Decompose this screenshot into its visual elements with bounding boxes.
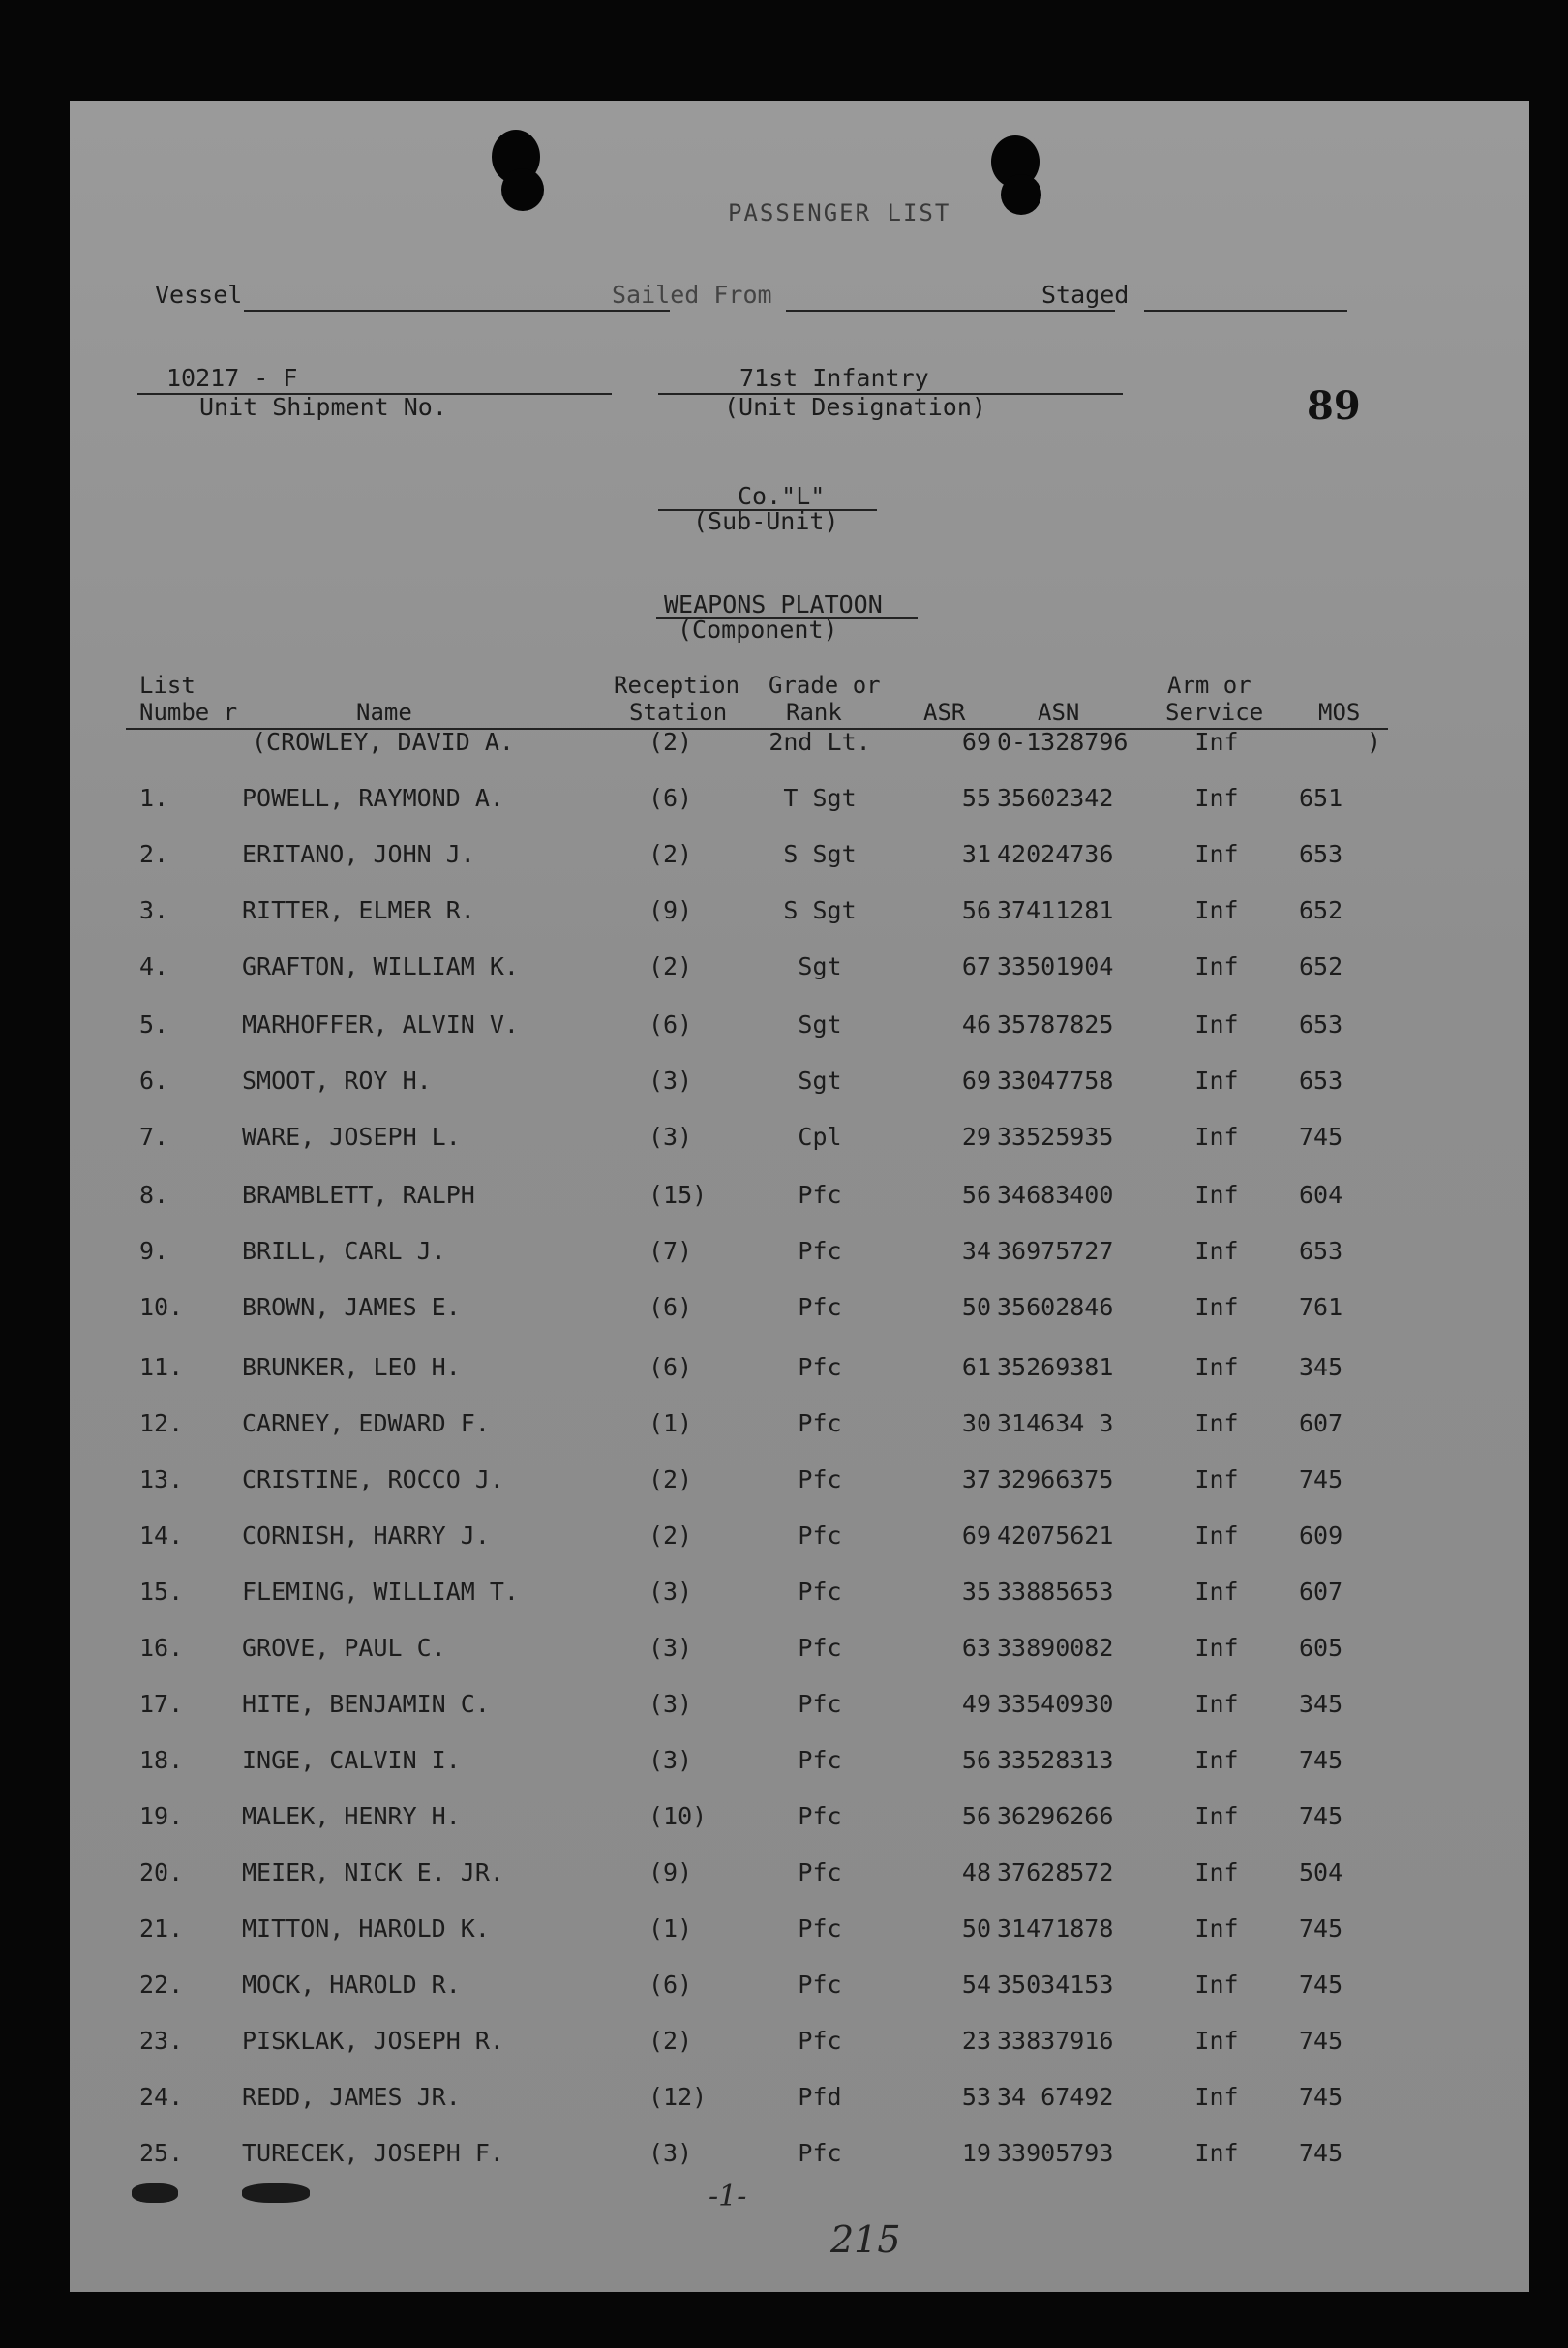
- passenger-name: MEIER, NICK E. JR.: [242, 1858, 504, 1886]
- passenger-name: BRUNKER, LEO H.: [242, 1353, 461, 1381]
- grade-rank: Pfc: [798, 1353, 842, 1381]
- reception-station: (9): [648, 1858, 693, 1886]
- grade-rank: Sgt: [798, 952, 842, 980]
- grade-rank: Pfc: [798, 1293, 842, 1321]
- header-arm-line2: Service: [1165, 699, 1264, 726]
- header-list-number-line1: List: [139, 672, 196, 699]
- arm-service: Inf: [1194, 1293, 1239, 1321]
- army-serial-number: 35602342: [997, 784, 1114, 812]
- reception-station: (3): [648, 1578, 693, 1606]
- mos-code: 745: [1299, 1914, 1343, 1942]
- arm-service: Inf: [1194, 1858, 1239, 1886]
- passenger-name: GRAFTON, WILLIAM K.: [242, 952, 519, 980]
- staged-underline: [1144, 310, 1347, 312]
- passenger-name: FLEMING, WILLIAM T.: [242, 1578, 519, 1606]
- army-serial-number: 35269381: [997, 1353, 1114, 1381]
- asr-score: 53: [961, 2083, 991, 2111]
- mos-code: 745: [1299, 2083, 1343, 2111]
- grade-rank: Pfc: [798, 1409, 842, 1437]
- grade-rank: Pfc: [798, 1521, 842, 1550]
- footer-page-indicator: -1-: [709, 2180, 747, 2213]
- grade-rank: Pfc: [798, 2139, 842, 2167]
- grade-rank: Pfc: [798, 1914, 842, 1942]
- arm-service: Inf: [1194, 1181, 1239, 1209]
- arm-service: Inf: [1194, 1914, 1239, 1942]
- army-serial-number: 31471878: [997, 1914, 1114, 1942]
- army-serial-number: 314634 3: [997, 1409, 1114, 1437]
- grade-rank: Pfc: [798, 2027, 842, 2055]
- army-serial-number: 33525935: [997, 1123, 1114, 1151]
- sailed-from-label: Sailed From: [612, 281, 772, 309]
- mos-code: 609: [1299, 1521, 1343, 1550]
- army-serial-number: 42024736: [997, 840, 1114, 868]
- asr-score: 56: [961, 1802, 991, 1830]
- army-serial-number: 33528313: [997, 1746, 1114, 1774]
- table-row: [70, 2083, 1529, 2122]
- passenger-name: RITTER, ELMER R.: [242, 896, 475, 924]
- row-number: 3.: [139, 896, 169, 924]
- reception-station: (6): [648, 1293, 693, 1321]
- grade-rank: Pfc: [798, 1690, 842, 1718]
- asr-score: 34: [961, 1237, 991, 1265]
- punch-hole-left-lower: [501, 168, 544, 211]
- row-number: 21.: [139, 1914, 184, 1942]
- passenger-name: MITTON, HAROLD K.: [242, 1914, 490, 1942]
- reception-station: (9): [648, 896, 693, 924]
- struck-name-mark: [242, 2183, 310, 2203]
- unit-designation-label: (Unit Designation): [724, 393, 986, 421]
- army-serial-number: 35034153: [997, 1971, 1114, 1999]
- asr-score: 19: [961, 2139, 991, 2167]
- army-serial-number: 33905793: [997, 2139, 1114, 2167]
- mos-code: 607: [1299, 1409, 1343, 1437]
- table-row: [70, 784, 1529, 823]
- army-serial-number: 33890082: [997, 1634, 1114, 1662]
- arm-service: Inf: [1194, 1690, 1239, 1718]
- army-serial-number: 36975727: [997, 1237, 1114, 1265]
- mos-code: 504: [1299, 1858, 1343, 1886]
- mos-code: 345: [1299, 1353, 1343, 1381]
- row-number: 4.: [139, 952, 169, 980]
- row-number: 5.: [139, 1010, 169, 1039]
- army-serial-number: 37628572: [997, 1858, 1114, 1886]
- row-number: 10.: [139, 1293, 184, 1321]
- asr-score: 29: [961, 1123, 991, 1151]
- asr-score: 56: [961, 1181, 991, 1209]
- passenger-name: POWELL, RAYMOND A.: [242, 784, 504, 812]
- passenger-name: SMOOT, ROY H.: [242, 1067, 432, 1095]
- row-number: 13.: [139, 1465, 184, 1493]
- asr-score: 69: [961, 1521, 991, 1550]
- mos-code: 653: [1299, 1237, 1343, 1265]
- row-number: 16.: [139, 1634, 184, 1662]
- arm-service: Inf: [1194, 1409, 1239, 1437]
- asr-score: 54: [961, 1971, 991, 1999]
- header-grade-line1: Grade or: [769, 672, 881, 699]
- army-serial-number: 42075621: [997, 1521, 1114, 1550]
- arm-service: Inf: [1194, 784, 1239, 812]
- arm-service: Inf: [1194, 1465, 1239, 1493]
- reception-station: (2): [648, 1465, 693, 1493]
- army-serial-number: 33837916: [997, 2027, 1114, 2055]
- mos-code: 653: [1299, 840, 1343, 868]
- army-serial-number: 33501904: [997, 952, 1114, 980]
- grade-rank: Pfc: [798, 1858, 842, 1886]
- army-serial-number: 33885653: [997, 1578, 1114, 1606]
- header-grade-line2: Rank: [786, 699, 842, 726]
- grade-rank: Pfc: [798, 1971, 842, 1999]
- grade-rank: Pfd: [798, 2083, 842, 2111]
- passenger-name: HITE, BENJAMIN C.: [242, 1690, 490, 1718]
- arm-service: Inf: [1194, 952, 1239, 980]
- row-number: 22.: [139, 1971, 184, 1999]
- reception-station: (3): [648, 1123, 693, 1151]
- asr-score: 30: [961, 1409, 991, 1437]
- mos-code: 745: [1299, 1802, 1343, 1830]
- passenger-name: REDD, JAMES JR.: [242, 2083, 461, 2111]
- passenger-name: WARE, JOSEPH L.: [242, 1123, 461, 1151]
- asr-score: 50: [961, 1293, 991, 1321]
- table-row: [70, 1578, 1529, 1616]
- row-number: 7.: [139, 1123, 169, 1151]
- table-row: [70, 1409, 1529, 1448]
- reception-station: (2): [648, 1521, 693, 1550]
- officer-rank: 2nd Lt.: [769, 728, 871, 756]
- army-serial-number: 37411281: [997, 896, 1114, 924]
- reception-station: (6): [648, 784, 693, 812]
- row-number: 23.: [139, 2027, 184, 2055]
- reception-station: (7): [648, 1237, 693, 1265]
- grade-rank: T Sgt: [783, 784, 857, 812]
- army-serial-number: 35787825: [997, 1010, 1114, 1039]
- handwritten-note: 215: [830, 2218, 901, 2261]
- arm-service: Inf: [1194, 1746, 1239, 1774]
- table-row: [70, 840, 1529, 879]
- sub-unit-label: (Sub-Unit): [693, 507, 839, 535]
- passenger-name: BRILL, CARL J.: [242, 1237, 446, 1265]
- asr-score: 56: [961, 1746, 991, 1774]
- table-row: [70, 1181, 1529, 1219]
- row-number: 8.: [139, 1181, 169, 1209]
- sailed-from-underline: [786, 310, 1115, 312]
- table-row: [70, 1746, 1529, 1785]
- staged-label: Staged: [1041, 281, 1130, 309]
- passenger-name: CRISTINE, ROCCO J.: [242, 1465, 504, 1493]
- row-number: 25.: [139, 2139, 184, 2167]
- army-serial-number: 34 67492: [997, 2083, 1114, 2111]
- grade-rank: Pfc: [798, 1802, 842, 1830]
- mos-code: 745: [1299, 1971, 1343, 1999]
- arm-service: Inf: [1194, 1010, 1239, 1039]
- passenger-name: BROWN, JAMES E.: [242, 1293, 461, 1321]
- army-serial-number: 35602846: [997, 1293, 1114, 1321]
- arm-service: Inf: [1194, 1802, 1239, 1830]
- arm-service: Inf: [1194, 2083, 1239, 2111]
- officer-arm: Inf: [1194, 728, 1239, 756]
- army-serial-number: 34683400: [997, 1181, 1114, 1209]
- asr-score: 46: [961, 1010, 991, 1039]
- reception-station: (3): [648, 2139, 693, 2167]
- table-row: [70, 1802, 1529, 1841]
- arm-service: Inf: [1194, 1634, 1239, 1662]
- document-title: PASSENGER LIST: [728, 199, 951, 226]
- grade-rank: Pfc: [798, 1634, 842, 1662]
- mos-code: 652: [1299, 896, 1343, 924]
- grade-rank: Cpl: [798, 1123, 842, 1151]
- passenger-name: CORNISH, HARRY J.: [242, 1521, 490, 1550]
- asr-score: 35: [961, 1578, 991, 1606]
- vessel-label: Vessel: [155, 281, 243, 309]
- mos-code: 604: [1299, 1181, 1343, 1209]
- header-reception-line2: Station: [629, 699, 728, 726]
- officer-row: [70, 728, 1529, 767]
- header-arm-line1: Arm or: [1167, 672, 1251, 699]
- table-row: [70, 952, 1529, 991]
- table-row: [70, 1010, 1529, 1049]
- passenger-name: INGE, CALVIN I.: [242, 1746, 461, 1774]
- header-list-number-line2: Numbe r: [139, 699, 238, 726]
- table-row: [70, 1067, 1529, 1105]
- passenger-name: CARNEY, EDWARD F.: [242, 1409, 490, 1437]
- table-row: [70, 1634, 1529, 1672]
- row-number: 1.: [139, 784, 169, 812]
- asr-score: 49: [961, 1690, 991, 1718]
- asr-score: 69: [961, 1067, 991, 1095]
- army-serial-number: 32966375: [997, 1465, 1114, 1493]
- arm-service: Inf: [1194, 1067, 1239, 1095]
- row-number: 12.: [139, 1409, 184, 1437]
- table-row: [70, 1353, 1529, 1392]
- table-row: [70, 1465, 1529, 1504]
- mos-code: 345: [1299, 1690, 1343, 1718]
- arm-service: Inf: [1194, 1123, 1239, 1151]
- table-row: [70, 1690, 1529, 1729]
- reception-station: (10): [648, 1802, 708, 1830]
- row-number: 14.: [139, 1521, 184, 1550]
- army-serial-number: 33047758: [997, 1067, 1114, 1095]
- table-row: [70, 1858, 1529, 1897]
- asr-score: 50: [961, 1914, 991, 1942]
- reception-station: (12): [648, 2083, 708, 2111]
- officer-station: (2): [648, 728, 693, 756]
- mos-code: 745: [1299, 2139, 1343, 2167]
- grade-rank: Sgt: [798, 1010, 842, 1039]
- table-row: [70, 2139, 1529, 2178]
- reception-station: (15): [648, 1181, 708, 1209]
- mos-code: 745: [1299, 1123, 1343, 1151]
- punch-hole-right-lower: [1001, 174, 1041, 215]
- row-number: 19.: [139, 1802, 184, 1830]
- passenger-name: MOCK, HAROLD R.: [242, 1971, 461, 1999]
- arm-service: Inf: [1194, 1971, 1239, 1999]
- asr-score: 23: [961, 2027, 991, 2055]
- table-row: [70, 896, 1529, 935]
- table-row: [70, 1971, 1529, 2009]
- arm-service: Inf: [1194, 2139, 1239, 2167]
- grade-rank: S Sgt: [783, 896, 857, 924]
- passenger-name: MALEK, HENRY H.: [242, 1802, 461, 1830]
- asr-score: 31: [961, 840, 991, 868]
- mos-code: 745: [1299, 2027, 1343, 2055]
- header-reception-line1: Reception: [614, 672, 740, 699]
- header-asr: ASR: [923, 699, 966, 726]
- table-row: [70, 1293, 1529, 1332]
- asr-score: 48: [961, 1858, 991, 1886]
- arm-service: Inf: [1194, 840, 1239, 868]
- asr-score: 37: [961, 1465, 991, 1493]
- grade-rank: S Sgt: [783, 840, 857, 868]
- component-label: (Component): [678, 616, 838, 644]
- row-number: 18.: [139, 1746, 184, 1774]
- reception-station: (3): [648, 1634, 693, 1662]
- asr-score: 67: [961, 952, 991, 980]
- table-row: [70, 1914, 1529, 1953]
- officer-asr: 69: [961, 728, 991, 756]
- grade-rank: Pfc: [798, 1181, 842, 1209]
- officer-name: (CROWLEY, DAVID A.: [252, 728, 514, 756]
- grade-rank: Pfc: [798, 1237, 842, 1265]
- reception-station: (1): [648, 1409, 693, 1437]
- struck-number-mark: [132, 2183, 178, 2203]
- asr-score: 61: [961, 1353, 991, 1381]
- grade-rank: Pfc: [798, 1465, 842, 1493]
- reception-station: (2): [648, 952, 693, 980]
- mos-code: 745: [1299, 1465, 1343, 1493]
- row-number: 6.: [139, 1067, 169, 1095]
- reception-station: (2): [648, 840, 693, 868]
- mos-code: 605: [1299, 1634, 1343, 1662]
- table-row: [70, 2027, 1529, 2065]
- arm-service: Inf: [1194, 1353, 1239, 1381]
- grade-rank: Pfc: [798, 1578, 842, 1606]
- reception-station: (2): [648, 2027, 693, 2055]
- grade-rank: Sgt: [798, 1067, 842, 1095]
- asr-score: 63: [961, 1634, 991, 1662]
- row-number: 9.: [139, 1237, 169, 1265]
- passenger-name: ERITANO, JOHN J.: [242, 840, 475, 868]
- mos-code: 607: [1299, 1578, 1343, 1606]
- reception-station: (6): [648, 1353, 693, 1381]
- passenger-name: BRAMBLETT, RALPH: [242, 1181, 475, 1209]
- passenger-list-page: [70, 101, 1529, 2292]
- sub-unit-value: Co."L": [738, 482, 826, 510]
- mos-code: 653: [1299, 1067, 1343, 1095]
- reception-station: (6): [648, 1010, 693, 1039]
- passenger-name: TURECEK, JOSEPH F.: [242, 2139, 504, 2167]
- reception-station: (6): [648, 1971, 693, 1999]
- unit-shipment-value: 10217 - F: [166, 364, 298, 392]
- mos-code: 653: [1299, 1010, 1343, 1039]
- mos-code: 745: [1299, 1746, 1343, 1774]
- arm-service: Inf: [1194, 2027, 1239, 2055]
- officer-asn: 0-1328796: [997, 728, 1129, 756]
- row-number: 24.: [139, 2083, 184, 2111]
- row-number: 17.: [139, 1690, 184, 1718]
- passenger-name: GROVE, PAUL C.: [242, 1634, 446, 1662]
- arm-service: Inf: [1194, 1237, 1239, 1265]
- row-number: 2.: [139, 840, 169, 868]
- header-name: Name: [356, 699, 412, 726]
- row-number: 15.: [139, 1578, 184, 1606]
- unit-shipment-label: Unit Shipment No.: [199, 393, 447, 421]
- arm-service: Inf: [1194, 896, 1239, 924]
- reception-station: (3): [648, 1690, 693, 1718]
- table-row: [70, 1521, 1529, 1560]
- page-number: 89: [1307, 383, 1361, 429]
- army-serial-number: 36296266: [997, 1802, 1114, 1830]
- reception-station: (3): [648, 1746, 693, 1774]
- reception-station: (1): [648, 1914, 693, 1942]
- vessel-underline: [244, 310, 670, 312]
- asr-score: 56: [961, 896, 991, 924]
- reception-station: (3): [648, 1067, 693, 1095]
- table-row: [70, 1123, 1529, 1161]
- row-number: 11.: [139, 1353, 184, 1381]
- table-row: [70, 1237, 1529, 1276]
- army-serial-number: 33540930: [997, 1690, 1114, 1718]
- row-number: 20.: [139, 1858, 184, 1886]
- passenger-name: PISKLAK, JOSEPH R.: [242, 2027, 504, 2055]
- passenger-name: MARHOFFER, ALVIN V.: [242, 1010, 519, 1039]
- mos-code: 761: [1299, 1293, 1343, 1321]
- component-value: WEAPONS PLATOON: [664, 590, 883, 618]
- header-mos: MOS: [1318, 699, 1361, 726]
- mos-code: 651: [1299, 784, 1343, 812]
- arm-service: Inf: [1194, 1578, 1239, 1606]
- header-asn: ASN: [1038, 699, 1080, 726]
- grade-rank: Pfc: [798, 1746, 842, 1774]
- unit-designation-value: 71st Infantry: [739, 364, 929, 392]
- asr-score: 55: [961, 784, 991, 812]
- arm-service: Inf: [1194, 1521, 1239, 1550]
- mos-code: 652: [1299, 952, 1343, 980]
- officer-mos-paren: ): [1367, 728, 1382, 756]
